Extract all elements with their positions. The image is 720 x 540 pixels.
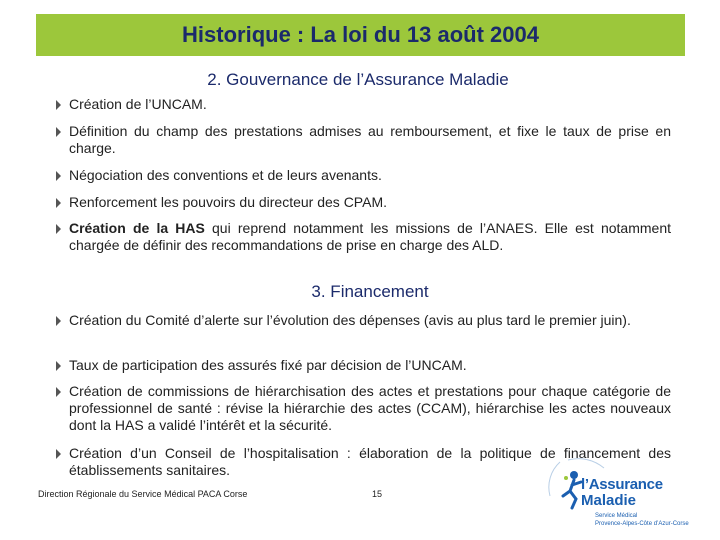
bullet-arrow-icon (56, 198, 61, 208)
logo-sub1: Service Médical (595, 513, 638, 519)
assurance-maladie-logo (548, 458, 716, 536)
list-item: Création de la HAS qui reprend notamment les missions de l’ANAES. Elle est notamment chargée de définir des recommandations de prise en charge des ALD. (56, 220, 671, 254)
logo-sub2: Provence-Alpes-Côte d’Azur-Corse (595, 521, 689, 527)
has-emphasis: Création de la HAS (69, 220, 205, 236)
bullet-arrow-icon (56, 224, 61, 234)
logo-line1: l’Assurance (581, 476, 663, 493)
list-item: Création d’un Conseil de l’hospitalisation : élaboration de la politique de financement des établissements sanitaires. (56, 445, 671, 479)
bullet-arrow-icon (56, 387, 61, 397)
list-item: Création du Comité d’alerte sur l’évolution des dépenses (avis au plus tard le premier juin). (56, 312, 671, 329)
list-item: Création de l’UNCAM. (56, 96, 671, 113)
bullet-arrow-icon (56, 316, 61, 326)
list-item: Création de commissions de hiérarchisation des actes et prestations pour chaque catégorie de professionnel de santé : révise la hiérarchie des actes (CCAM), hiérarchise les actes nouveaux dont la HAS a validé l’intérêt et la sécurité. (56, 383, 671, 434)
page-title: Historique : La loi du 13 août 2004 (182, 22, 539, 47)
list-item: Taux de participation des assurés fixé par décision de l’UNCAM. (56, 357, 671, 374)
bullet-arrow-icon (56, 361, 61, 371)
bullet-arrow-icon (56, 171, 61, 181)
title-bar (36, 14, 685, 56)
list-item: Définition du champ des prestations admises au remboursement, et fixe le taux de prise en charge. (56, 123, 671, 157)
bullet-arrow-icon (56, 449, 61, 459)
footer-organization: Direction Régionale du Service Médical PACA Corse (38, 489, 248, 499)
list-item: Renforcement les pouvoirs du directeur des CPAM. (56, 194, 671, 211)
section-title-financement: 3. Financement (311, 282, 429, 301)
bullet-arrow-icon (56, 127, 61, 137)
section-title-gouvernance: 2. Gouvernance de l’Assurance Maladie (207, 70, 509, 89)
bullet-arrow-icon (56, 100, 61, 110)
page-number: 15 (372, 489, 383, 499)
list-item: Négociation des conventions et de leurs avenants. (56, 167, 671, 184)
logo-line2: Maladie (581, 492, 637, 509)
